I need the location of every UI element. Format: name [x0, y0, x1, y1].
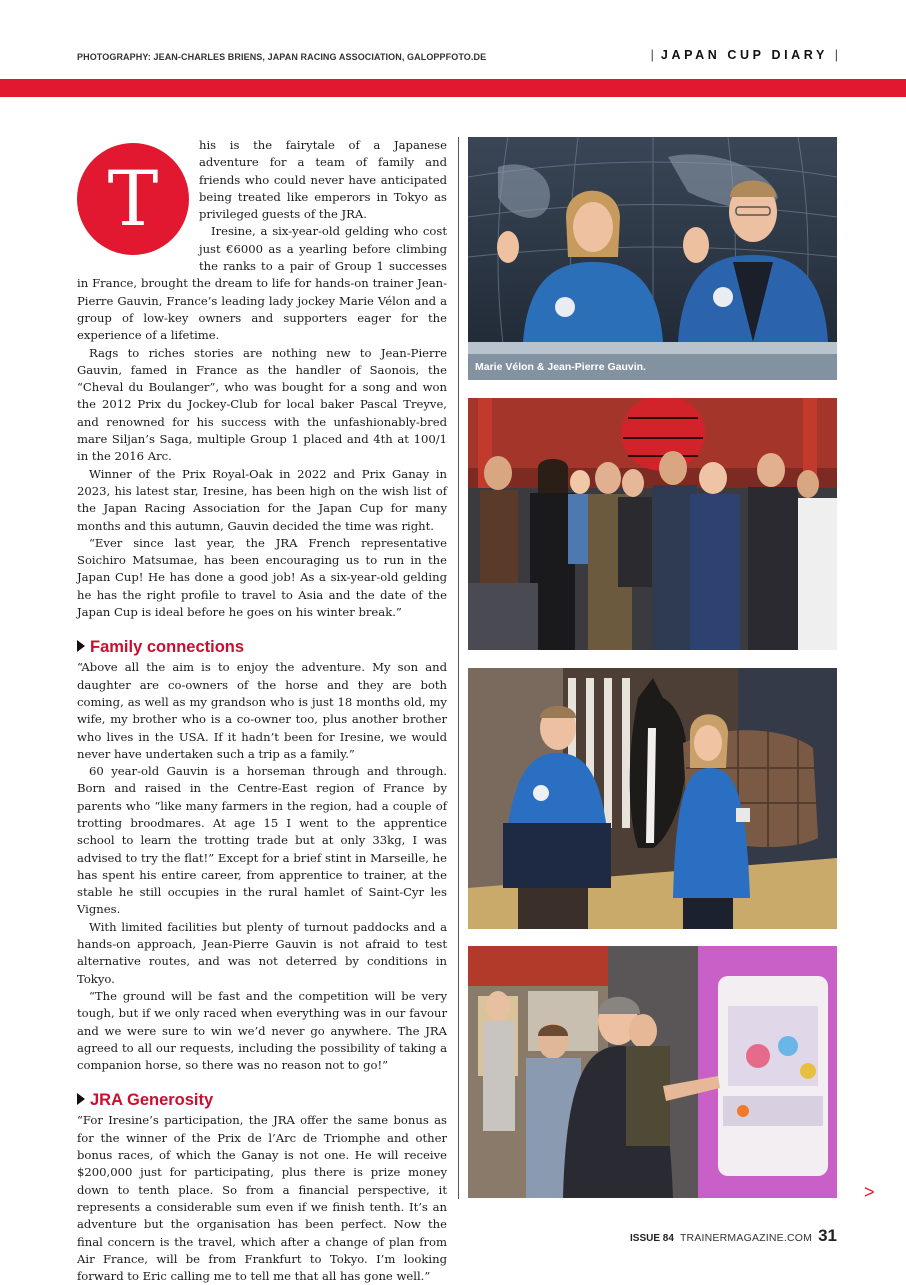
photo-caption: Marie Vélon & Jean-Pierre Gauvin.	[468, 354, 837, 380]
paragraph-2: Iresine, a six-year-old gelding who cost just €6000 as a yearling before climbing the ranks to a pair of Group 1 successes in France, brought the dream to life for hands-on trainer Jean-Pierre Gauvin, France’s leading lady jockey Marie Vélon and a group of low-key owners and supporters eager for the experience of a lifetime.	[77, 224, 447, 343]
triangle-bullet-icon	[77, 640, 85, 652]
photo-credit	[77, 52, 486, 62]
triangle-bullet-icon	[77, 1093, 85, 1105]
website: TRAINERMAGAZINE.COM	[679, 1232, 813, 1244]
article-column	[77, 137, 447, 1285]
paragraph-7: 60 year-old Gauvin is a horseman through and through. Born and raised in the Centre-East region of France by parents who “like many farmers in the region, had a couple of trotting broodmares. At age 15 I went to the apprentice school to learn the trotting trade but at only 33kg, I was advised to try the flat!” Except for a brief stint in Marseille, he has spent his entire career, from apprentice to trainer, at the stable he still occupies in the rural hamlet of Saint-Cyr les Vignes.	[77, 764, 447, 917]
header-red-band	[0, 79, 906, 97]
paragraph-6: “Above all the aim is to enjoy the adventure. My son and daughter are co-owners of the horse and they are both coming, as well as my grandson who is just 18 months old, my wife, my brother who is a co-owner too, plus another brother who lives in the USA. If it hadn’t been for Iresine, we would never have undertaken such a trip as a family.”	[77, 660, 447, 761]
photo-stable-horse	[468, 668, 837, 929]
issue-number: ISSUE 84	[630, 1233, 674, 1244]
paragraph-1: his is the fairytale of a Japanese adventure for a team of family and friends who could never have anticipated being treated like emperors in Tokyo as privileged guests of the JRA.	[199, 138, 447, 222]
credit-label: PHOTOGRAPHY:	[77, 52, 151, 62]
page-footer	[630, 1226, 837, 1246]
paragraph-4: Winner of the Prix Royal-Oak in 2022 and Prix Ganay in 2023, his latest star, Iresine, has been high on the wish list of the Japan Racing Association for the Japan Cup for many months and this autumn, Gauvin decided the time was right.	[77, 466, 447, 533]
photo-arcade	[468, 946, 837, 1198]
paragraph-5: “Ever since last year, the JRA French representative Soichiro Matsumae, has been encouraging us to run in the Japan Cup! He has done a good job! As a six-year-old gelding he has the right profile to travel to Asia and the date of the Japan Cup is ideal before he goes on his winter break.”	[77, 535, 447, 620]
paragraph-8: With limited facilities but plenty of turnout paddocks and a hands-on approach, Jean-Pierre Gauvin is not afraid to test alternative routes, and was not deterred by conditions in Tokyo.	[77, 919, 447, 986]
page-number: 31	[818, 1226, 837, 1245]
drop-cap: T	[77, 143, 189, 255]
paragraph-9: “The ground will be fast and the competition will be very tough, but if we only raced when everything was in our favour and we were sure to win we’d never go anywhere. The JRA agreed to all our requests, including the possibility of taking a companion horse, so there was no reason not to go!”	[77, 988, 447, 1073]
section-title-text: JAPAN CUP DIARY	[660, 48, 828, 62]
section-title: | JAPAN CUP DIARY |	[650, 48, 838, 62]
paragraph-10: “For Iresine’s participation, the JRA offer the same bonus as for the winner of the Prix de l’Arc de Triomphe and other bonus races, of which the Ganay is not one. He will receive $200,000 just for participating, plus there is prize money down to tenth place. So from a financial perspective, it represents a considerable sum even if we finish tenth. It’s an adventure but the organisation has been perfect. Now the final concern is the travel, which after a change of plan from Air France, will be from Frankfurt to Tokyo. I’m looking forward to Eric calling me to tell me that all has gone well.”	[77, 1113, 447, 1284]
subhead-family-connections: Family connections	[77, 637, 447, 657]
credit-names: JEAN-CHARLES BRIENS, JAPAN RACING ASSOCIATION, GALOPPFOTO.DE	[153, 52, 487, 62]
paragraph-3: Rags to riches stories are nothing new to Jean-Pierre Gauvin, famed in France as the handler of Saonois, the “Cheval du Boulanger”, who was bought for a song and won the 2012 Prix du Jockey-Club for local baker Pascal Treyve, and renowned for his success with the unfashionably-bred mare Siljan’s Saga, multiple Group 1 placed and 4th at 100/1 in the 2016 Arc.	[77, 345, 447, 464]
column-divider	[458, 137, 459, 1199]
subhead-jra-generosity: JRA Generosity	[77, 1090, 447, 1110]
photo-velon-gauvin	[468, 137, 837, 380]
next-page-arrow[interactable]: >	[864, 1182, 875, 1202]
photo-group-temple	[468, 398, 837, 650]
